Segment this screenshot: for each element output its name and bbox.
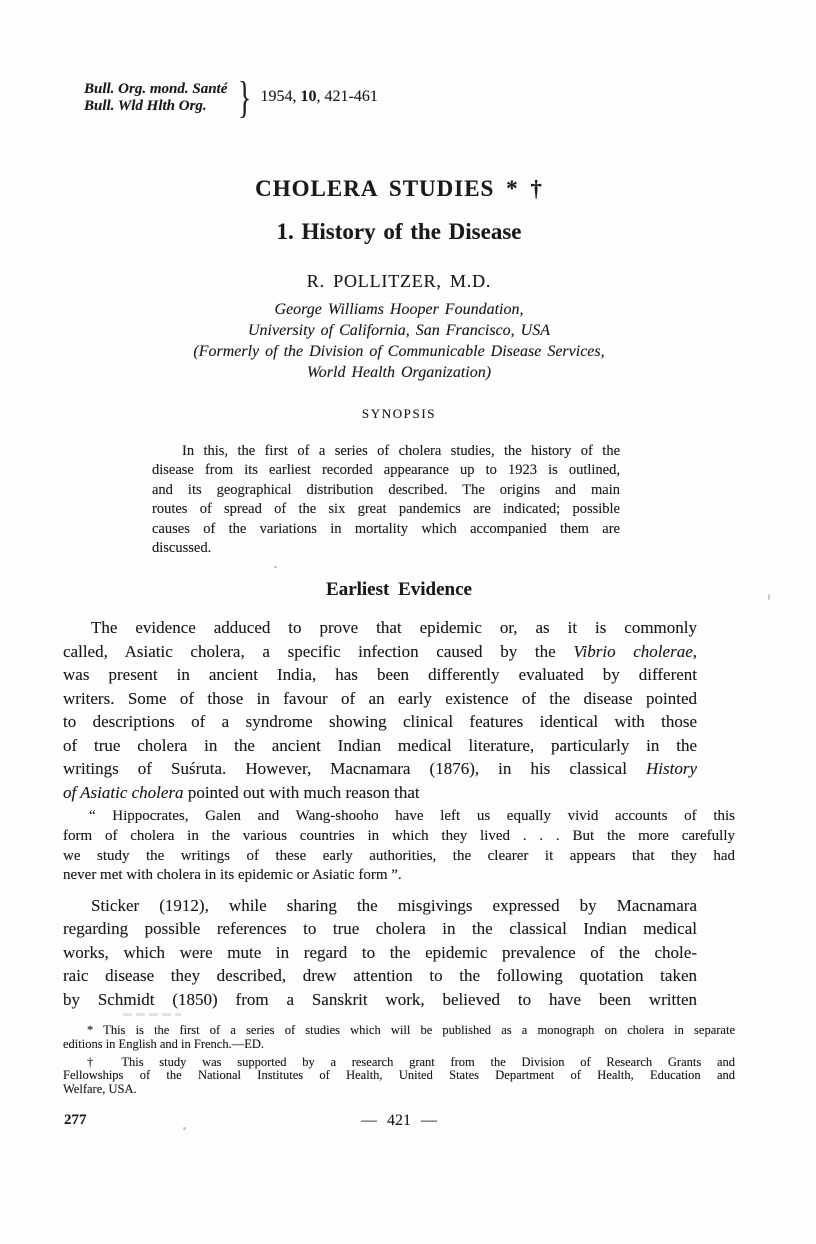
synopsis-heading: SYNOPSIS: [361, 406, 437, 421]
body-paragraph-2: Sticker (1912), while sharing the misgivings expressed by Macnamara regarding possible references to true cholera in the classical Indian medical works, which were mute in regard to the epidemic prevalence of the chole- raic disease they described, drew attention to the following quotation taken by Schmidt (1850) from a Sanskrit work, believed to have been written: [63, 895, 697, 1009]
footnote-asterisk: * This is the first of a series of studies which will be published as a monograph on cholera in separate editions in English and in French.—ED.: [63, 1023, 735, 1051]
body-paragraph-1: The evidence adduced to prove that epidemic or, as it is commonly called, Asiatic cholera, a specific infection caused by the Vibrio cholerae, was present in ancient India, has been differently evaluated by different writers. Some of those in favour of an early existence of the disease pointed to descriptions of a syndrome showing clinical features identical with those of true cholera in the ancient Indian medical literature, particularly in the writings of Suśruta. However, Macnamara (1876), in his classical History of Asiatic cholera pointed out with much reason that: [63, 618, 697, 802]
section-heading: Earliest Evidence: [326, 579, 472, 601]
article-title: CHOLERA STUDIES * †: [255, 176, 543, 201]
page-content: [63, 73, 735, 1132]
affiliation-line: George Williams Hooper Foundation,: [274, 301, 524, 318]
scan-speck: [768, 594, 770, 600]
footnote-dagger: † This study was supported by a research grant from the Division of Research Grants and Fellowships of the National Institutes of Health, United States Department of Health, Education and Welfare, USA.: [63, 1054, 735, 1096]
journal-ref-french: Bull. Org. mond. Santé: [84, 81, 228, 97]
block-quote: “ Hippocrates, Galen and Wang-shooho have left us equally vivid accounts of this form of cholera in the various countries in which they lived . . . But the more carefully we study the writings of these early authorities, the clearer it appears that they had never met with cholera in its epidemic or Asiatic form ”.: [63, 808, 735, 884]
author-affiliation: [63, 299, 735, 383]
synopsis-paragraph: In this, the first of a series of cholera studies, the history of the disease from its earliest recorded appearance up to 1923 is outlined, and its geographical distribution described. The origins and main routes of spread of the six great pandemics are indicated; possible causes of the variations in mortality which accompanied them are discussed.: [152, 443, 620, 557]
masthead: [84, 73, 735, 122]
footnote-divider: [123, 1013, 181, 1016]
page-number: — 421 —: [361, 1112, 437, 1130]
scan-speck: [183, 1127, 186, 1130]
article-subtitle: 1. History of the Disease: [276, 219, 522, 244]
journal-ref-english: Bull. Wld Hlth Org.: [84, 98, 207, 114]
volume-citation: 1954, 10, 421-461: [260, 88, 378, 105]
author-name: R. POLLITZER, M.D.: [306, 271, 492, 291]
journal-refs: [84, 81, 227, 115]
affiliation-line: University of California, San Francisco, USA: [248, 322, 550, 339]
sequence-number: 277: [64, 1112, 87, 1129]
brace-glyph: }: [238, 73, 252, 122]
affiliation-line: (Formerly of the Division of Communicable Disease Services,: [193, 343, 605, 360]
affiliation-line: World Health Organization): [306, 364, 492, 381]
scan-speck: [274, 566, 277, 568]
page-footer: [63, 1112, 735, 1132]
